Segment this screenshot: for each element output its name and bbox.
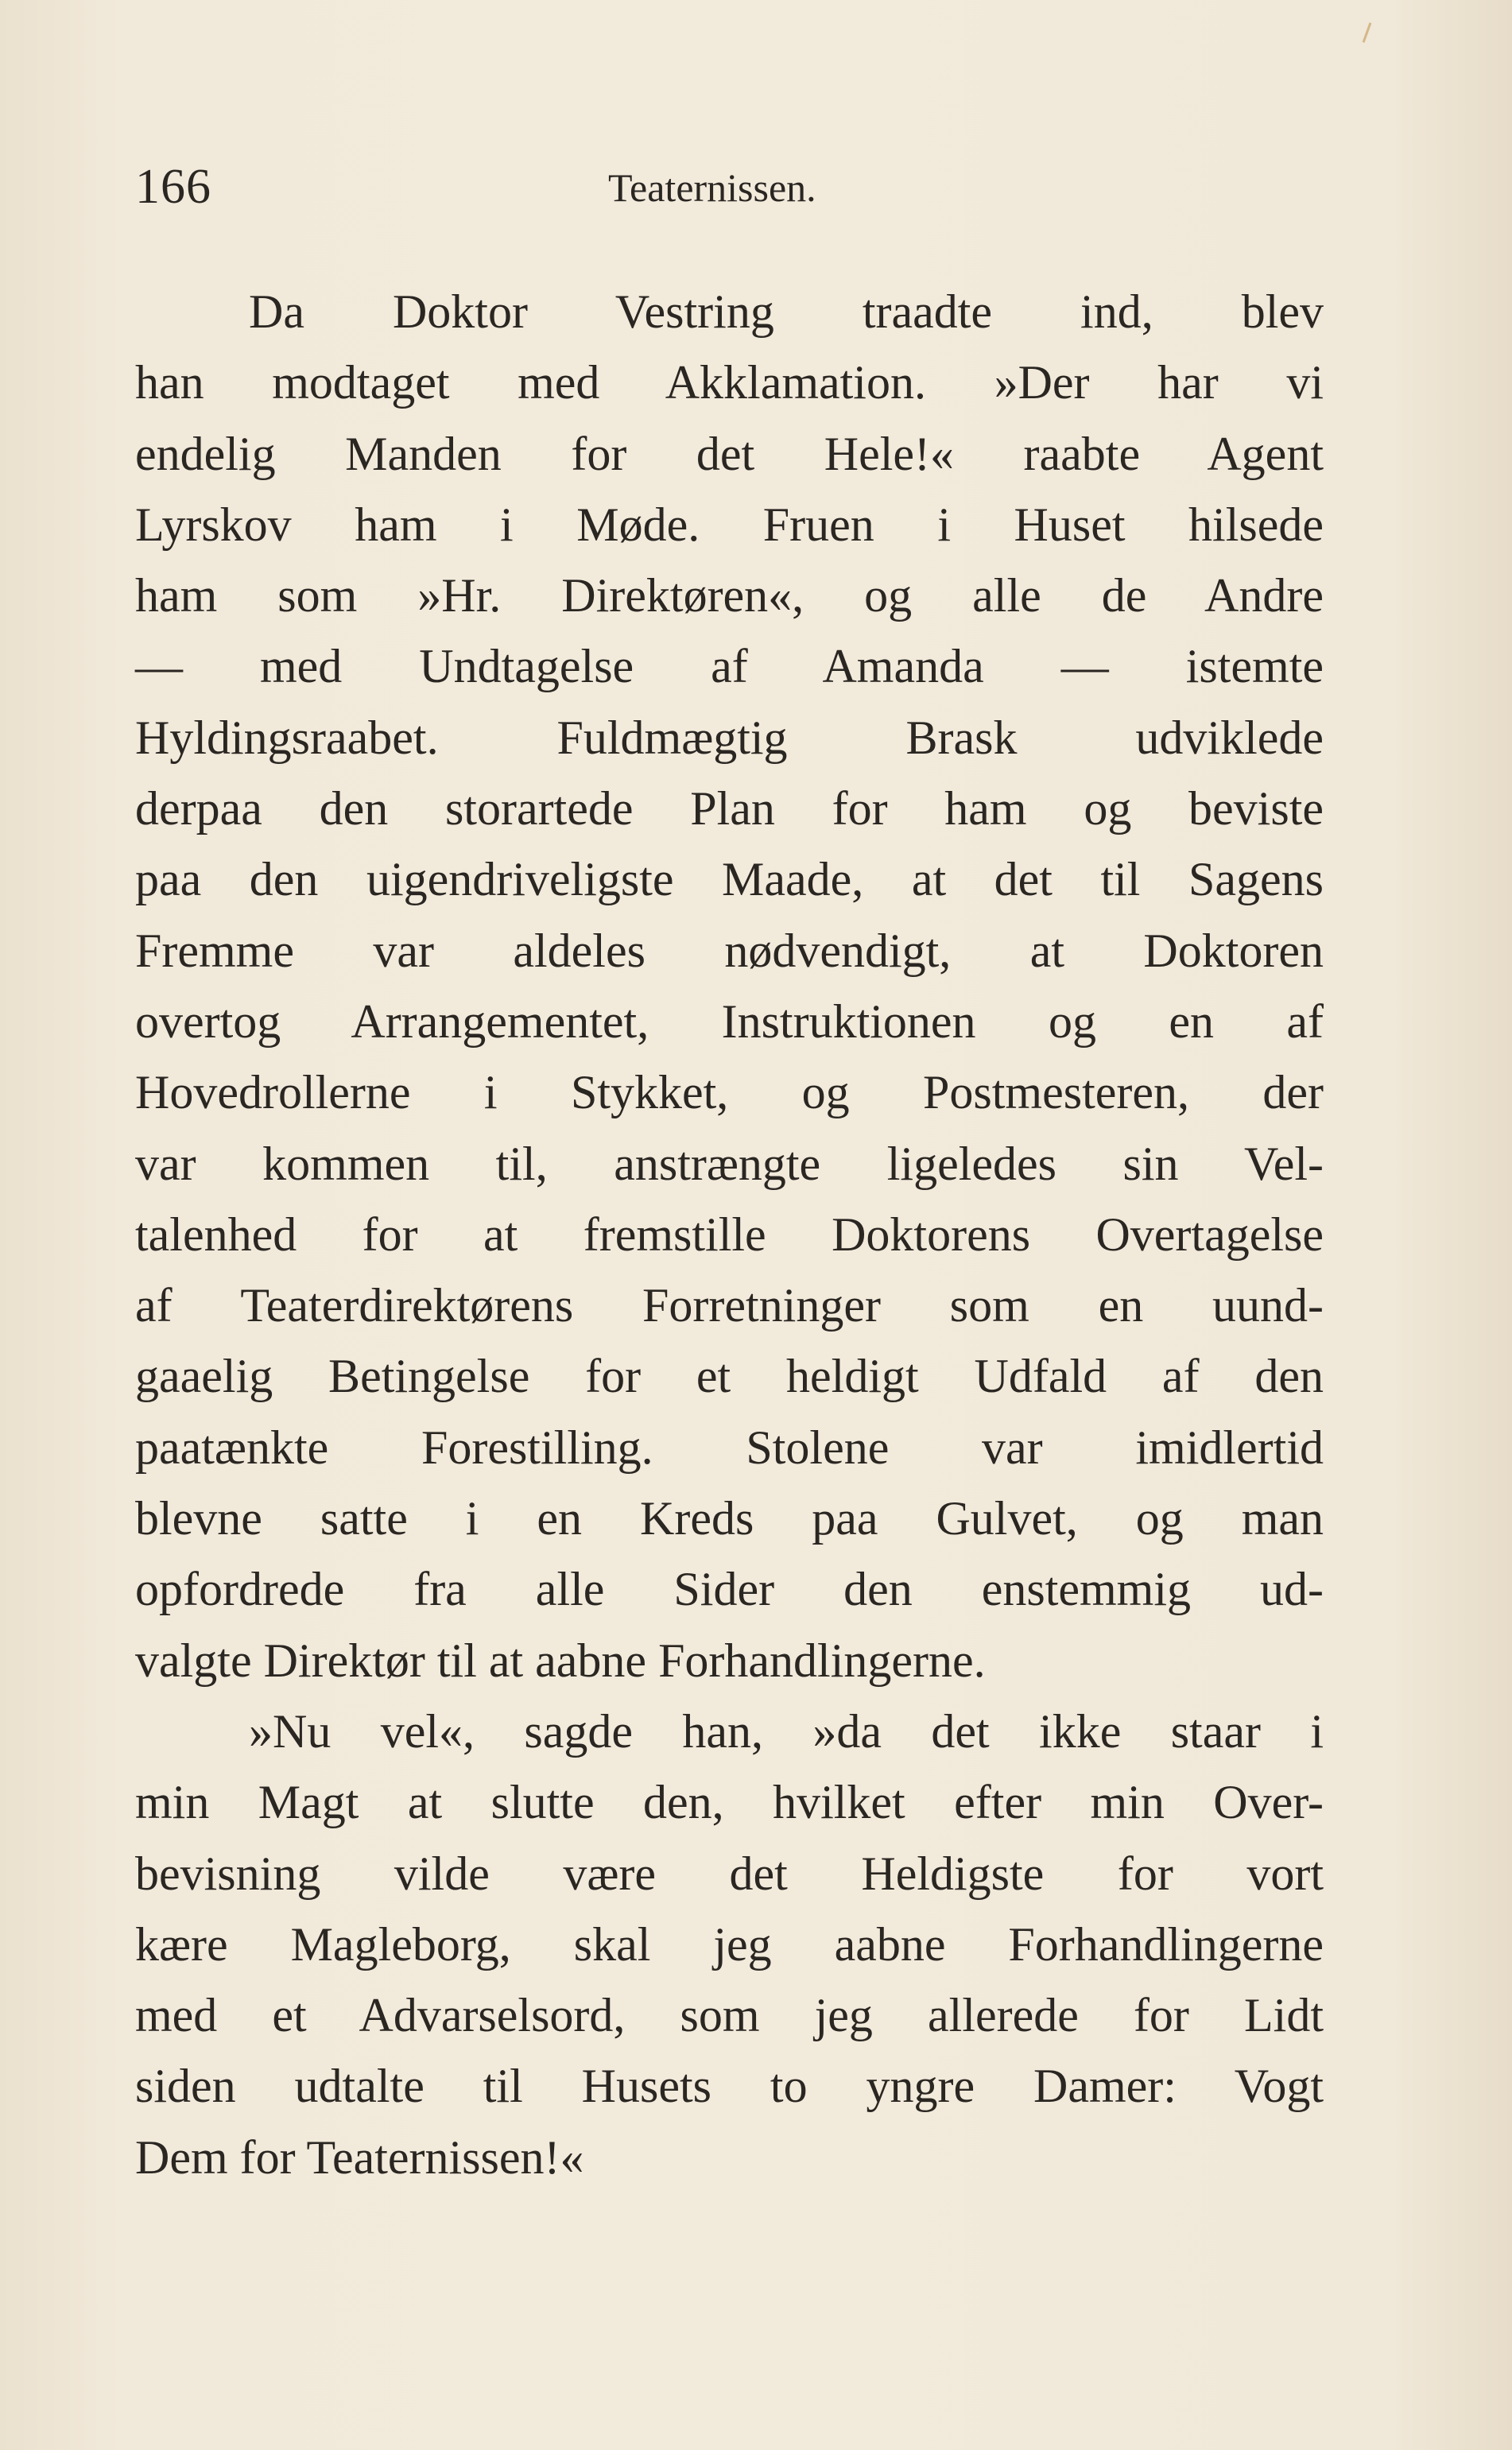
text-line: ham som »Hr. Direktøren«, og alle de Andre xyxy=(135,569,1324,622)
text-line: han modtaget med Akklamation. »Der har vi xyxy=(135,356,1324,409)
running-title: Teaternissen. xyxy=(608,165,816,210)
text-line: — med Undtagelse af Amanda — istemte xyxy=(135,640,1324,693)
text-line: Hyldingsraabet. Fuldmægtig Brask udviklede xyxy=(135,711,1324,764)
paper-mark xyxy=(1363,22,1372,42)
text-line: siden udtalte til Husets to yngre Damer: Vogt xyxy=(135,2060,1324,2113)
text-line: kære Magleborg, skal jeg aabne Forhandlingerne xyxy=(135,1917,1324,1971)
text-line: bevisning vilde være det Heldigste for vort xyxy=(135,1847,1324,1900)
text-line: af Teaterdirektørens Forretninger som en uund- xyxy=(135,1279,1324,1332)
page-header xyxy=(135,155,1328,219)
text-line: opfordrede fra alle Sider den enstemmig ud- xyxy=(135,1563,1324,1616)
text-line: overtog Arrangementet, Instruktionen og en af xyxy=(135,994,1324,1048)
text-line: Lyrskov ham i Møde. Fruen i Huset hilsede xyxy=(135,498,1324,551)
text-line: Fremme var aldeles nødvendigt, at Doktoren xyxy=(135,924,1324,977)
page-number: 166 xyxy=(135,160,211,214)
text-line: valgte Direktør til at aabne Forhandlingerne. xyxy=(135,1634,986,1687)
text-line: Hovedrollerne i Stykket, og Postmesteren, der xyxy=(135,1066,1324,1119)
text-line: min Magt at slutte den, hvilket efter min Over- xyxy=(135,1776,1324,1829)
text-line: blevne satte i en Kreds paa Gulvet, og man xyxy=(135,1492,1324,1545)
text-line: var kommen til, anstrængte ligeledes sin Vel- xyxy=(135,1137,1324,1190)
text-line: talenhed for at fremstille Doktorens Overtagelse xyxy=(135,1208,1324,1261)
text-line: paatænkte Forestilling. Stolene var imidlertid xyxy=(135,1421,1324,1474)
text-line: derpaa den storartede Plan for ham og beviste xyxy=(135,782,1324,835)
text-line: endelig Manden for det Hele!« raabte Agent xyxy=(135,427,1324,480)
text-line: med et Advarselsord, som jeg allerede for Lidt xyxy=(135,1989,1324,2042)
text-line: Dem for Teaternissen!« xyxy=(135,2130,584,2184)
text-line: gaaelig Betingelse for et heldigt Udfald af den xyxy=(135,1350,1324,1403)
text-line: paa den uigendriveligste Maade, at det til Sagens xyxy=(135,853,1324,906)
body-text xyxy=(135,277,1324,2193)
text-line: Da Doktor Vestring traadte ind, blev xyxy=(249,285,1324,338)
text-line: »Nu vel«, sagde han, »da det ikke staar i xyxy=(249,1704,1324,1758)
